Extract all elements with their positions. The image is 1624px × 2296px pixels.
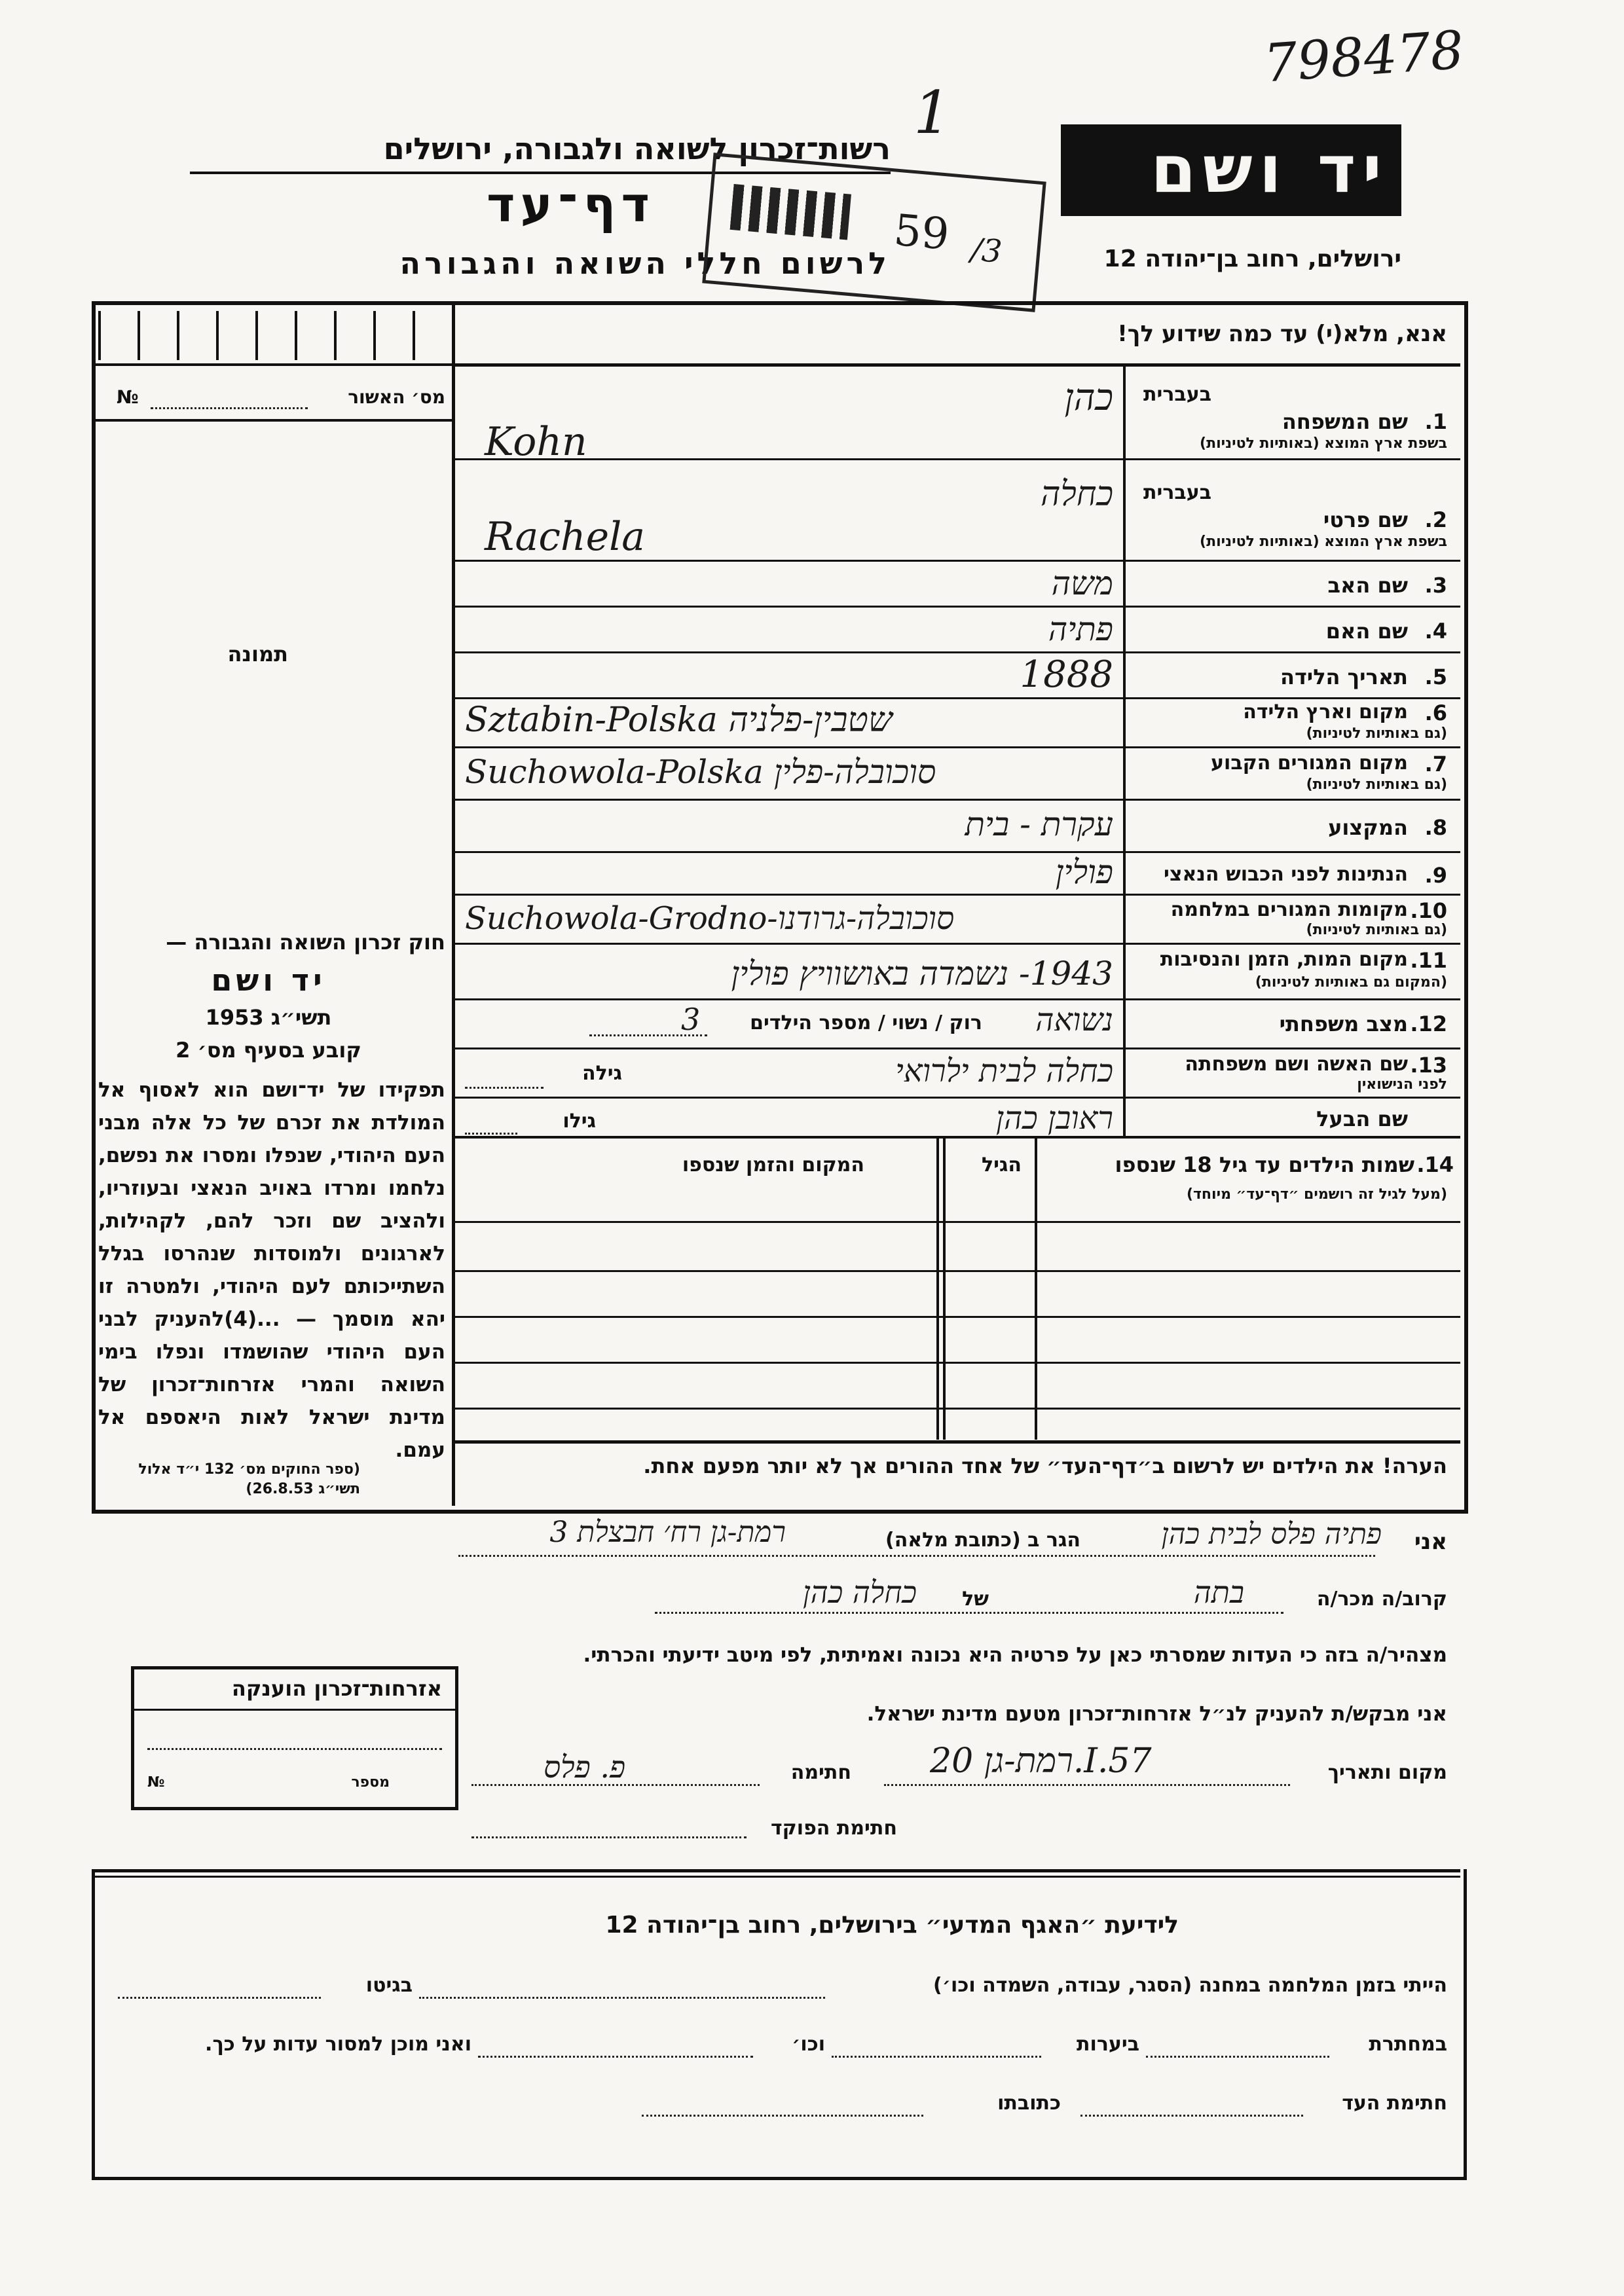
- citizenship-no-label: מספר: [351, 1774, 390, 1791]
- field-1-num: 1.: [1424, 409, 1447, 434]
- logo-text: יד ושם: [1151, 131, 1388, 208]
- officer-line: [471, 1836, 747, 1838]
- decl-mid: הגר ב (כתובת מלאה): [885, 1529, 1080, 1552]
- children-col-divider: [936, 1139, 939, 1440]
- field-2-value-latin: Rachela: [485, 514, 646, 560]
- row-sep: [454, 943, 1460, 945]
- field-8-value: עקרת - בית: [965, 805, 1113, 843]
- decl-relation-label: קרוב/ה מכר/ה: [1316, 1588, 1447, 1611]
- decl-statement: מצהיר/ה בזה כי העדות שמסרתי כאן על פרטיה היא נכונה ואמיתית, לפי מיטב ידיעתי והכרתי.: [583, 1643, 1447, 1667]
- decl-request: אני מבקש/ת להעניק לנ״ל אזרחות־זכרון מטעם מדינת ישראל.: [866, 1702, 1447, 1726]
- file-number: 798478: [1262, 19, 1466, 94]
- decl-relation: בתה: [1193, 1575, 1244, 1610]
- field-11-sub: (המקום גם באותיות לטיניות): [1255, 974, 1447, 991]
- footer-underground: במחתרת: [1369, 2033, 1447, 2056]
- children-header: שמות הילדים עד גיל 18 שנספו: [1115, 1152, 1414, 1177]
- address: ירושלים, רחוב בן־יהודה 12: [1103, 246, 1401, 272]
- law-clause: קובע בסעיף מס׳ 2: [175, 1038, 361, 1063]
- footer-forests-line: [832, 2056, 1041, 2058]
- footer-underground-line: [1146, 2056, 1329, 2058]
- children-sub: (מעל לגיל זה רושמים ״דף־עד״ מיוחד): [1186, 1186, 1447, 1203]
- form-title: דף־עד: [487, 177, 655, 233]
- footer-witness-sig: חתימת העד: [1342, 2092, 1447, 2115]
- children-row: [454, 1408, 1460, 1410]
- citizenship-sep: [134, 1709, 455, 1711]
- field-1-value-latin: Kohn: [485, 419, 587, 465]
- law-ref: (ספר החוקים מס׳ 132 י״ד אלול תשי״ג 26.8.53): [138, 1461, 360, 1497]
- row-sep: [454, 998, 1460, 1000]
- field-10-label: מקומות המגורים במלחמה: [1170, 898, 1408, 921]
- field-13-num: 13.: [1410, 1053, 1447, 1078]
- field-7-value: Suchowola-Polska סוכובלה-פלין: [465, 753, 936, 791]
- field-2-value-he: כחלה: [1041, 475, 1113, 514]
- children-num: 14.: [1416, 1152, 1454, 1177]
- left-column-divider: [452, 301, 455, 1506]
- field-8-num: 8.: [1424, 815, 1447, 840]
- field-2-num: 2.: [1424, 507, 1447, 532]
- children-row: [454, 1270, 1460, 1272]
- wife-age-line: [465, 1087, 544, 1089]
- field-3-label: שם האב: [1327, 573, 1408, 598]
- husband-value: ראובן כהן: [995, 1100, 1113, 1137]
- field-10-sub: (גם באותיות לטיניות): [1306, 922, 1447, 938]
- decl-deceased: כחלה כהן: [803, 1575, 917, 1610]
- footer-willing: ואני מוכן למסור עדות על כך.: [205, 2033, 471, 2056]
- citizenship-title: אזרחות־זכרון הוענקה: [231, 1676, 442, 1701]
- children-row: [454, 1362, 1460, 1364]
- decl-line-1: [458, 1555, 1375, 1557]
- children-place-header: המקום והזמן שנספו: [682, 1154, 864, 1176]
- field-9-label: הנתינות לפני הכבוש הנאצי: [1164, 863, 1408, 886]
- field-6-num: 6.: [1424, 701, 1447, 725]
- yad-vashem-logo: [1061, 124, 1401, 216]
- footer-address: כתובתו: [997, 2092, 1061, 2115]
- field-2-label: שם פרטי: [1323, 507, 1408, 532]
- photo-label: תמונה: [227, 642, 288, 666]
- signature-line: [471, 1784, 760, 1786]
- row-sep: [454, 606, 1460, 608]
- husband-age-line: [465, 1133, 517, 1135]
- place-date-line: [884, 1784, 1290, 1786]
- stamp-suffix: /3: [969, 231, 1004, 270]
- authority-title: רשות־זכרון לשואה ולגבורה, ירושלים: [383, 131, 891, 166]
- row-sep: [454, 1097, 1460, 1099]
- field-2-hebrew-tag: בעברית: [1143, 481, 1211, 504]
- field-12-value: נשואה: [1035, 1002, 1113, 1038]
- field-6-value: Sztabin-Polska שטבין-פלניה: [465, 701, 893, 740]
- field-13-sub: לפני הנישואין: [1357, 1076, 1447, 1093]
- footer-forests: ביערות: [1077, 2033, 1139, 2056]
- law-year: תשי״ג 1953: [205, 1005, 332, 1030]
- field-12-label: מצב משפחתי: [1279, 1011, 1408, 1036]
- field-1-value-he: כהן: [1064, 376, 1113, 419]
- footer-etc-line: [478, 2056, 753, 2058]
- decl-name: פתיה פלס לבית כהן: [1161, 1518, 1382, 1551]
- footer-ghetto: בגיטו: [365, 1974, 413, 1997]
- field-1-sub: בשפת ארץ המוצא (באותיות לטיניות): [1200, 435, 1447, 452]
- husband-age-label: גילו: [563, 1110, 596, 1133]
- field-10-num: 10.: [1410, 898, 1447, 923]
- approval-line: [151, 407, 308, 409]
- children-age-header: הגיל: [982, 1154, 1022, 1176]
- field-9-num: 9.: [1424, 863, 1447, 888]
- approval-no-symbol: №: [117, 386, 139, 408]
- field-13-label: שם האשה ושם משפחתה: [1185, 1053, 1408, 1076]
- footer-witness-line: [1080, 2115, 1303, 2117]
- children-row: [454, 1316, 1460, 1318]
- field-13-value: כחלה לבית ילרואי: [895, 1053, 1113, 1089]
- stamp-number: 59: [892, 204, 951, 260]
- field-11-value: 1943- נשמדה באושוויץ פולין: [731, 955, 1113, 993]
- field-4-value: פתיה: [1048, 610, 1113, 648]
- decl-address: רמת-גן רח׳ חבצלת 3: [549, 1516, 786, 1549]
- labels-divider: [1123, 367, 1126, 1136]
- field-12-children: 3: [681, 1002, 701, 1037]
- field-3-value: משה: [1051, 564, 1113, 602]
- citizenship-box: [131, 1666, 458, 1810]
- handwritten-mark: 1: [913, 79, 951, 147]
- row-sep: [454, 560, 1460, 562]
- place-date-label: מקום ותאריך: [1327, 1761, 1447, 1784]
- field-10-value: Suchowola-Grodno-סוכובלה-גרודנו: [465, 900, 955, 937]
- field-7-sub: (גם באותיות לטיניות): [1306, 776, 1447, 793]
- field-13-age-label: גילה: [582, 1062, 622, 1085]
- footer-etc: וכו׳: [792, 2033, 825, 2056]
- law-name: יד ושם: [211, 962, 326, 998]
- signature-value: פ. פלס: [544, 1749, 626, 1785]
- field-1-label: שם המשפחה: [1282, 409, 1408, 434]
- form-subtitle: לרשום חללי השואה והגבורה: [399, 246, 891, 281]
- footer-address-line: [642, 2115, 923, 2117]
- footer-ghetto-line: [118, 1997, 321, 1999]
- children-col-divider: [943, 1139, 946, 1440]
- stamp-bars: [730, 184, 851, 240]
- field-5-num: 5.: [1424, 665, 1447, 689]
- place-date-value: רמת-גן 20.I.57: [930, 1741, 1152, 1781]
- field-6-label: מקום וארץ הלידה: [1243, 701, 1408, 723]
- left-tick-boxes: [98, 311, 452, 360]
- field-11-num: 11.: [1410, 948, 1447, 973]
- row-sep: [454, 799, 1460, 801]
- intro-line: [454, 363, 1460, 367]
- field-12-extra: רוק / נשוי / מספר הילדים: [750, 1011, 982, 1034]
- row-sep: [454, 697, 1460, 699]
- field-8-label: המקצוע: [1328, 815, 1408, 840]
- field-9-value: פולין: [1055, 853, 1113, 891]
- children-row: [454, 1221, 1460, 1223]
- signature-label: חתימה: [790, 1761, 851, 1784]
- field-5-label: תאריך הלידה: [1280, 665, 1408, 689]
- citizenship-line: [147, 1748, 442, 1750]
- field-1-hebrew-tag: בעברית: [1143, 383, 1211, 406]
- children-row: [454, 1440, 1460, 1444]
- decl-of: של: [962, 1588, 989, 1611]
- husband-label: שם הבעל: [1316, 1106, 1408, 1131]
- footer-camp-line: [419, 1997, 825, 1999]
- law-text: תפקידו של יד־ושם הוא לאסוף אל המולדת את זכרם של כל אלה מבני העם היהודי, שנפלו ומסרו את נפשם, נלחמו ומרדו באויב הנאצי ובעוזריו, ולהציב שם וזכר להם, לקהילות, לארגונים ולמוסדות שנהרסו בגלל השתייכותם לעם היהודי, ולמטרה זו יהא מוסמך — ...(4)להעניק לבני העם היהודי שהושמדו ונפלו בימי השואה והמרי אזרחות־זכרון של מדינת ישראל לאות היאספם אל עמם.: [98, 1078, 445, 1462]
- left-row-line: [96, 363, 454, 366]
- decl-line-2: [655, 1612, 1283, 1614]
- row-sep: [454, 894, 1460, 896]
- row-sep: [454, 458, 1460, 460]
- field-7-num: 7.: [1424, 752, 1447, 776]
- field-12-num: 12.: [1410, 1011, 1447, 1036]
- field-2-sub: בשפת ארץ המוצא (באותיות לטיניות): [1200, 534, 1447, 550]
- footer-line1: הייתי בזמן המלחמה במחנה (הסגר, עבודה, השמדה וכו׳): [933, 1974, 1447, 1997]
- field-7-label: מקום המגורים הקבוע: [1211, 752, 1408, 774]
- decl-prefix: אני: [1414, 1529, 1447, 1555]
- row-sep: [454, 746, 1460, 748]
- field-11-label: מקום המות, הזמן והנסיבות: [1160, 948, 1408, 971]
- footer-title: לידיעת ״האגף המדעי״ בירושלים, רחוב בן־יהודה 12: [605, 1912, 1179, 1939]
- law-title: חוק זכרון השואה והגבורה —: [166, 930, 445, 955]
- field-4-label: שם האם: [1325, 619, 1408, 644]
- officer-label: חתימת הפוקד: [771, 1817, 897, 1840]
- row-sep: [454, 1048, 1460, 1049]
- field-4-num: 4.: [1424, 619, 1447, 644]
- left-row-line-2: [96, 419, 454, 422]
- note-text: הערה! את הילדים יש לרשום ב״דף־העד״ של אחד ההורים אך לא יותר מפעם אחת.: [643, 1453, 1447, 1478]
- intro-text: אנא, מלא(י) עד כמה שידוע לך!: [1117, 321, 1447, 347]
- registration-stamp: [702, 153, 1046, 312]
- citizenship-no-symbol: №: [147, 1774, 165, 1791]
- field-3-num: 3.: [1424, 573, 1447, 598]
- children-col-divider: [1035, 1139, 1037, 1440]
- approval-label: מס׳ האשור: [348, 386, 445, 408]
- children-count-line: [589, 1034, 707, 1036]
- field-5-value: 1888: [1020, 653, 1113, 696]
- field-6-sub: (גם באותיות לטיניות): [1306, 725, 1447, 742]
